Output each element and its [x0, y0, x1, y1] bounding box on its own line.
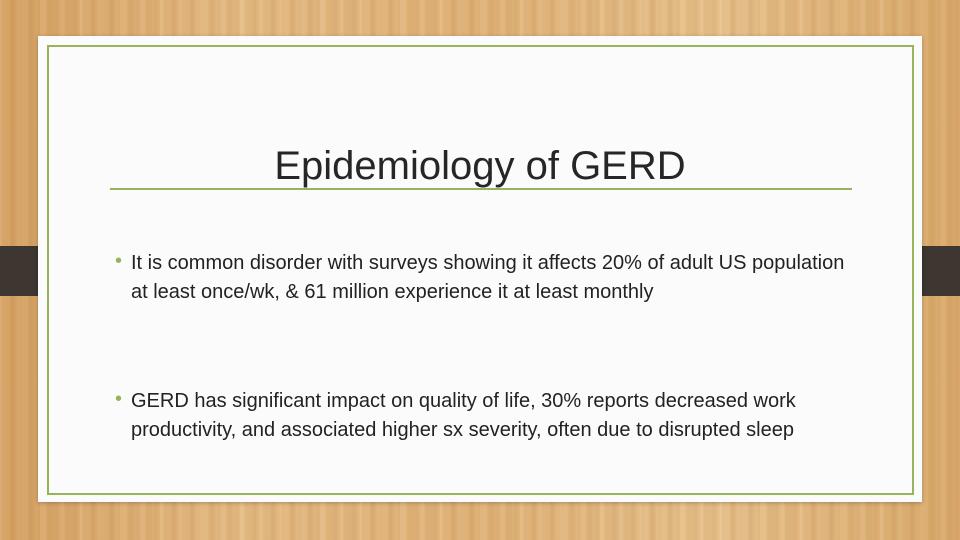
slide-title: Epidemiology of GERD — [274, 144, 686, 188]
title-divider — [110, 188, 852, 190]
bullet-item — [115, 387, 851, 445]
bullet-marker-icon: • — [115, 250, 123, 272]
bullet-marker-icon: • — [115, 388, 123, 410]
bullet-text: It is common disorder with surveys showing it affects 20% of adult US population at least once/wk, & 61 million experience it at least monthly — [131, 252, 845, 303]
slide-card — [38, 36, 922, 502]
bullet-item — [115, 249, 851, 307]
bullet-text: GERD has significant impact on quality of life, 30% reports decreased work productivity, and associated higher sx severity, often due to disrupted sleep — [131, 390, 796, 441]
